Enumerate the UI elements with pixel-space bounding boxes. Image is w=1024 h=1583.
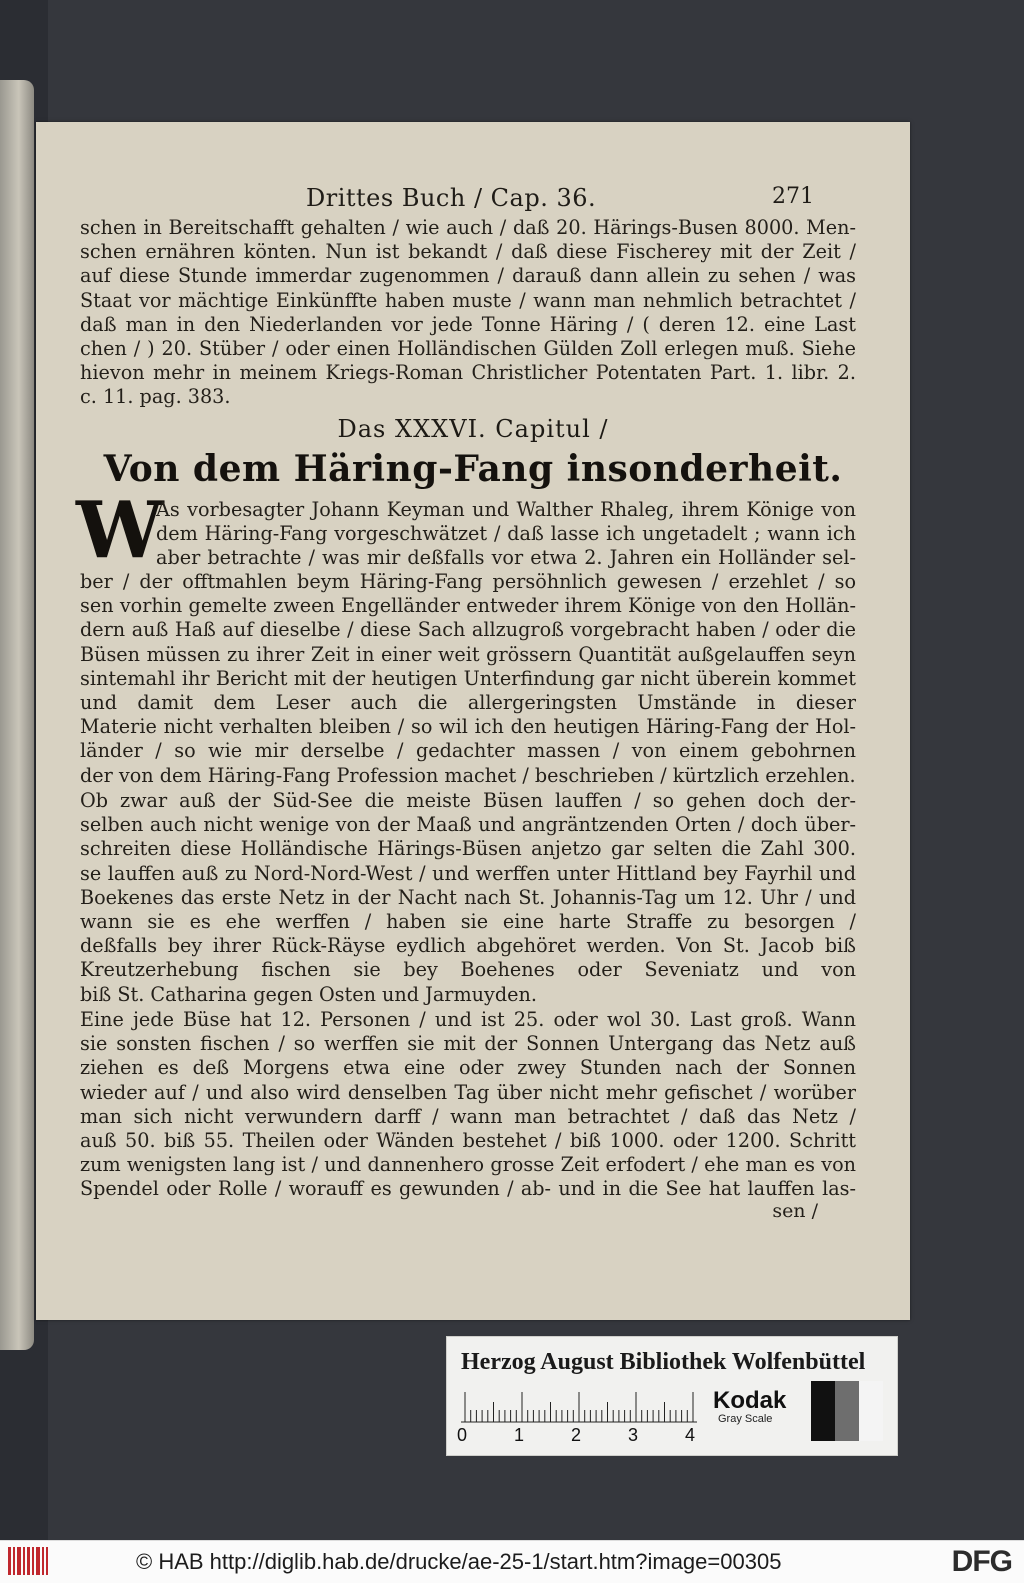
text-line: sintemahl ihr Bericht mit der heutigen Unterfindung gar nicht überein kommet: [80, 666, 856, 690]
text-line: deßfalls bey ihrer Rück-Räyse eydlich abgehöret werden. Von St. Jacob biß: [80, 934, 856, 958]
text-line: sie sonsten fischen / so werffen sie mit der Sonnen Untergang das Netz auß: [80, 1032, 856, 1056]
text-line: chen / ) 20. Stüber / oder einen Holländischen Gülden Zoll erlegen muß. Siehe: [80, 336, 856, 360]
gray-swatches: [811, 1381, 883, 1441]
ruler-number: 0: [457, 1425, 468, 1445]
book-page: [36, 122, 910, 1320]
text-line: Ob zwar auß der Süd-See die meiste Büsen lauffen / so gehen doch der-: [80, 789, 856, 812]
text-line: Büsen müssen zu ihrer Zeit in einer weit grössern Quantität außgelauffen seyn: [80, 642, 856, 666]
text-line: sen vorhin gemelte zween Engelländer entweder ihrem Könige von den Hollän-: [80, 594, 856, 618]
gray-swatch: [859, 1381, 883, 1441]
text-line: Materie nicht verhalten bleiben / so wil ich den heutigen Häring-Fang der Hol-: [80, 715, 856, 739]
text-line: aber betrachte / was mir deßfalls vor etwa 2. Jahren ein Holländer sel-: [156, 546, 856, 570]
ruler-number: 4: [685, 1425, 696, 1445]
kodak-logo: Kodak: [713, 1387, 787, 1414]
text-line: Boekenes das erste Netz in der Nacht nach St. Johannis-Tag um 12. Uhr / und: [80, 885, 856, 909]
text-line: dem Häring-Fang vorgeschwätzet / daß lasse ich ungetadelt ; wann ich: [156, 522, 856, 546]
source-url[interactable]: © HAB http://diglib.hab.de/drucke/ae-25-1/start.htm?image=00305: [136, 1549, 782, 1574]
text-line: auß 50. biß 55. Theilen oder Wänden bestehet / biß 1000. oder 1200. Schritt: [80, 1128, 856, 1152]
running-head-title: Drittes Buch / Cap. 36.: [306, 184, 597, 212]
text-line: länder / so wie mir derselbe / gedachter massen / von einem gebohrnen: [80, 739, 856, 763]
text-line: der von dem Häring-Fang Profession machet / beschrieben / kürtzlich erzehlen.: [80, 763, 856, 787]
paragraph-1-indented: [156, 498, 856, 571]
color-target-card: [446, 1336, 898, 1456]
text-line: As vorbesagter Johann Keyman und Walther Rhaleg, ihrem Könige von: [156, 498, 856, 521]
text-line: schen ernähren könten. Nun ist bekandt / daß diese Fischerey mit der Zeit /: [80, 240, 856, 264]
ruler-number: 2: [571, 1425, 582, 1445]
footer-bar: [0, 1540, 1024, 1583]
text-line: dern auß Haß auf dieselbe / diese Sach allzugroß vorgebracht haben / oder die: [80, 618, 856, 642]
gray-swatch: [835, 1381, 859, 1441]
dfg-logo: DFG: [951, 1545, 1012, 1578]
ruler-number: 3: [628, 1425, 639, 1445]
drop-cap: W: [76, 485, 164, 576]
text-line: ber / der offtmahlen beym Häring-Fang persöhnlich gewesen / erzehlet / so: [80, 570, 856, 593]
text-line: daß man in den Niederlanden vor jede Tonne Häring / ( deren 12. eine Last: [80, 312, 856, 336]
page-number: 271: [772, 184, 814, 209]
gray-swatch: [811, 1381, 835, 1441]
text-line: man sich nicht verwundern darff / wann man betrachtet / daß das Netz /: [80, 1104, 856, 1128]
text-line: Spendel oder Rolle / worauff es gewunden / ab- und in die See hat lauffen las-: [80, 1177, 856, 1201]
text-line: biß St. Catharina gegen Osten und Jarmuyden.: [80, 982, 537, 1006]
paragraph-1: [80, 570, 856, 788]
text-line: Eine jede Büse hat 12. Personen / und ist 25. oder wol 30. Last groß. Wann: [80, 1008, 856, 1031]
ruler-scale: [461, 1389, 697, 1423]
ruler-numbers: [457, 1425, 697, 1451]
text-line: c. 11. pag. 383.: [80, 385, 231, 409]
text-line: selben auch nicht wenige von der Maaß und angräntzenden Orten / doch über-: [80, 813, 856, 837]
ruler-number: 1: [514, 1425, 525, 1445]
text-line: hievon mehr in meinem Kriegs-Roman Christlicher Potentaten Part. 1. libr. 2.: [80, 361, 856, 385]
library-name: Herzog August Bibliothek Wolfenbüttel: [461, 1349, 866, 1375]
previous-page-edge: [0, 80, 34, 1350]
text-line: zum wenigsten lang ist / und dannenhero grosse Zeit erfodert / ehe man es von: [80, 1153, 856, 1177]
text-line: se lauffen auß zu Nord-Nord-West / und werffen unter Hittland bey Fayrhil und: [80, 861, 856, 885]
gray-scale-label: Gray Scale: [718, 1413, 773, 1425]
catchword: sen /: [772, 1200, 818, 1222]
text-line: wann sie es ehe werffen / haben sie eine harte Straffe zu besorgen /: [80, 909, 856, 933]
text-line: ziehen es deß Morgens etwa eine oder zwey Stunden nach der Sonnen: [80, 1056, 856, 1080]
text-line: schen in Bereitschafft gehalten / wie auch / daß 20. Härings-Busen 8000. Men-: [80, 216, 856, 239]
text-line: auf diese Stunde immerdar zugenommen / darauß dann allein zu sehen / was: [80, 264, 856, 288]
text-line: wieder auf / und also wird denselben Tag über nicht mehr gefischet / worüber: [80, 1080, 856, 1104]
barcode-icon: [8, 1547, 48, 1575]
text-line: schreiten diese Holländische Härings-Büsen anjetzo gar selten die Zahl 300.: [80, 837, 856, 861]
chapter-title: Von dem Häring-Fang insonderheit.: [103, 448, 843, 490]
paragraph-2: [80, 789, 856, 1007]
text-line: Staat vor mächtige Einkünffte haben muste / wann man nehmlich betrachtet /: [80, 288, 856, 312]
carryover-paragraph: [80, 216, 856, 410]
paragraph-3: [80, 1008, 856, 1202]
text-line: Kreutzerhebung fischen sie bey Boehenes oder Seveniatz und von: [80, 958, 856, 982]
running-head: [36, 184, 910, 218]
text-line: und damit dem Leser auch die allergeringsten Umstände in dieser: [80, 690, 856, 714]
chapter-number: Das XXXVI. Capitul /: [337, 415, 609, 443]
